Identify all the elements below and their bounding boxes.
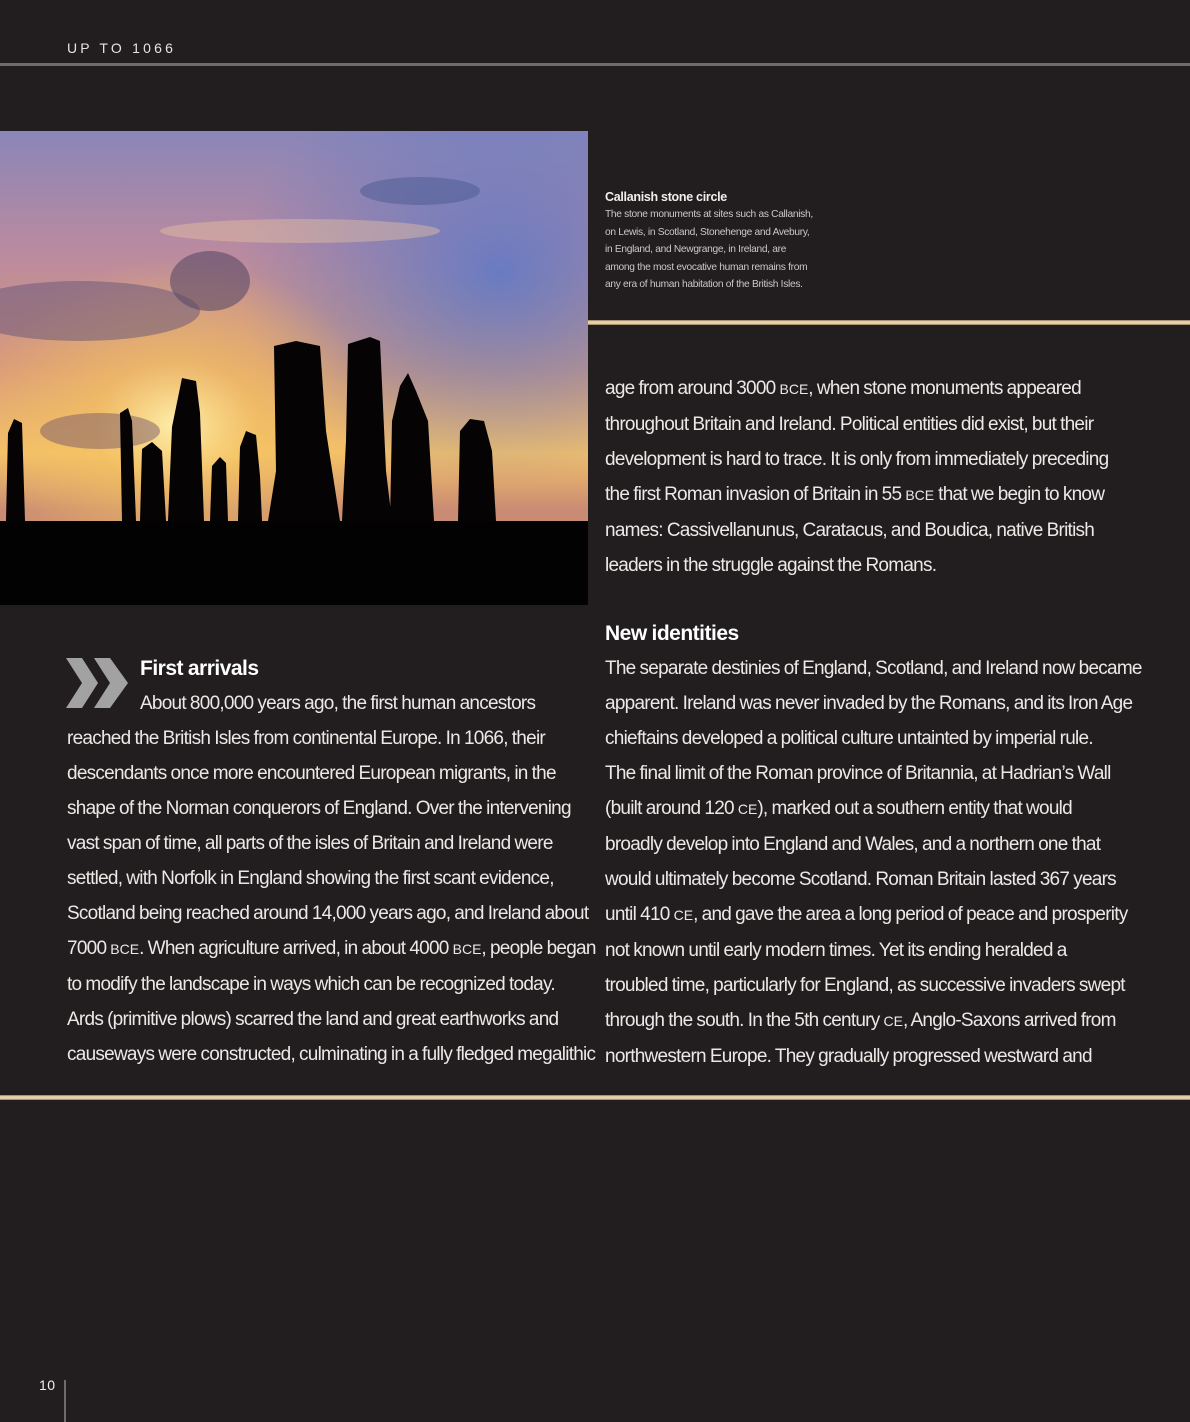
caption-divider-rule [588, 320, 1190, 325]
text-segment: troubled time, particularly for England, as successive invaders swept [605, 975, 1125, 996]
text-segment: 7000 [67, 938, 111, 959]
article-column-right [605, 616, 1150, 1074]
text-segment: names: Cassivellanunus, Caratacus, and Boudica, native British [605, 520, 1095, 541]
right-column-bottom-text [605, 651, 1150, 1074]
text-line [67, 826, 597, 861]
text-segment: through the south. In the 5th century [605, 1010, 884, 1031]
text-segment: descendants once more encountered European migrants, in the [67, 763, 556, 784]
caption-line: among the most evocative human remains from [605, 261, 808, 273]
caption-line: The stone monuments at sites such as Callanish, [605, 209, 813, 220]
text-segment: age from around 3000 [605, 378, 780, 399]
era-abbreviation: CE [737, 801, 758, 817]
text-segment: . When agriculture arrived, in about 4000 [139, 938, 453, 959]
text-line [67, 721, 597, 756]
footer-divider-rule [0, 1095, 1190, 1100]
text-segment: not known until early modern times. Yet its ending heralded a [605, 940, 1067, 961]
text-line [67, 756, 597, 791]
text-segment: until 410 [605, 904, 674, 925]
text-line [605, 477, 1145, 513]
text-segment: vast span of time, all parts of the isles of Britain and Ireland were [67, 833, 553, 854]
text-line [67, 791, 597, 826]
text-segment: , Anglo-Saxons arrived from [903, 1010, 1116, 1031]
text-segment: (built around 120 [605, 798, 738, 819]
text-line [67, 896, 597, 931]
text-line [605, 371, 1145, 407]
text-segment: development is hard to trace. It is only from immediately preceding [605, 449, 1109, 470]
photo-caption [605, 190, 835, 294]
callanish-stone-circle-photo [0, 131, 588, 605]
era-abbreviation: BCE [905, 487, 935, 503]
text-segment: apparent. Ireland was never invaded by the Romans, and its Iron Age [605, 693, 1133, 714]
article-column-left [67, 651, 597, 1072]
section-heading-new-identities: New identities [605, 622, 739, 645]
text-segment: would ultimately become Scotland. Roman Britain lasted 367 years [605, 869, 1116, 890]
text-line [605, 968, 1150, 1003]
text-line [605, 791, 1150, 827]
text-line [605, 442, 1145, 477]
text-segment: Ards (primitive plows) scarred the land and great earthworks and [67, 1009, 559, 1030]
text-segment: , people began [481, 938, 596, 959]
text-segment: reached the British Isles from continental Europe. In 1066, their [67, 728, 545, 749]
text-line [605, 686, 1150, 721]
running-head: UP TO 1066 [67, 40, 177, 56]
text-line [605, 513, 1145, 548]
text-line [67, 967, 597, 1002]
section-heading-first-arrivals: First arrivals [140, 657, 259, 680]
text-segment: chieftains developed a political culture untainted by imperial rule. [605, 728, 1093, 749]
sunset-stones-image [0, 131, 588, 605]
text-line [67, 861, 597, 896]
text-segment: The separate destinies of England, Scotland, and Ireland now became [605, 658, 1142, 679]
header-rule [0, 63, 1190, 66]
era-abbreviation: BCE [779, 381, 809, 397]
text-segment: settled, with Norfolk in England showing the first scant evidence, [67, 868, 554, 889]
text-line [67, 686, 597, 721]
text-segment: to modify the landscape in ways which can be recognized today. [67, 974, 555, 995]
era-abbreviation: CE [883, 1013, 903, 1029]
text-line [605, 1039, 1150, 1074]
text-segment: , and gave the area a long period of peace and prosperity [693, 904, 1128, 925]
text-line [605, 407, 1145, 442]
caption-title: Callanish stone circle [605, 190, 727, 204]
folio-bar [64, 1380, 66, 1422]
text-line [605, 721, 1150, 756]
text-segment: that we begin to know [934, 484, 1105, 505]
right-column-top-text [605, 371, 1145, 583]
caption-body [605, 206, 835, 294]
text-segment: causeways were constructed, culminating in a fully fledged megalithic [67, 1044, 596, 1065]
caption-line: any era of human habitation of the British Isles. [605, 279, 803, 291]
text-segment: throughout Britain and Ireland. Political entities did exist, but their [605, 414, 1094, 435]
text-segment: , when stone monuments appeared [808, 378, 1081, 399]
era-abbreviation: CE [673, 907, 694, 923]
caption-line: on Lewis, in Scotland, Stonehenge and Avebury, [605, 226, 810, 238]
text-segment: leaders in the struggle against the Romans. [605, 555, 937, 576]
page-number: 10 [39, 1377, 56, 1393]
text-line [67, 931, 597, 967]
text-segment: ), marked out a southern entity that would [757, 798, 1072, 819]
text-line [605, 862, 1150, 897]
era-abbreviation: BCE [452, 941, 482, 957]
text-line [605, 933, 1150, 968]
text-segment: Scotland being reached around 14,000 years ago, and Ireland about [67, 903, 589, 924]
left-column-text [67, 686, 597, 1072]
text-line [605, 756, 1150, 791]
era-abbreviation: BCE [110, 941, 140, 957]
text-segment: About 800,000 years ago, the first human ancestors [140, 693, 536, 714]
text-line [605, 1003, 1150, 1039]
text-line [67, 1037, 597, 1072]
text-segment: shape of the Norman conquerors of England. Over the intervening [67, 798, 571, 819]
text-segment: the first Roman invasion of Britain in 55 [605, 484, 906, 505]
text-line [605, 827, 1150, 862]
caption-line: in England, and Newgrange, in Ireland, are [605, 244, 787, 256]
text-segment: broadly develop into England and Wales, and a northern one that [605, 834, 1101, 855]
text-line [605, 651, 1150, 686]
article-column-right-continuation [605, 371, 1145, 583]
text-segment: northwestern Europe. They gradually progressed westward and [605, 1046, 1092, 1067]
text-line [605, 897, 1150, 933]
text-line [67, 1002, 597, 1037]
text-line [605, 548, 1145, 583]
text-segment: The final limit of the Roman province of Britannia, at Hadrian’s Wall [605, 763, 1111, 784]
